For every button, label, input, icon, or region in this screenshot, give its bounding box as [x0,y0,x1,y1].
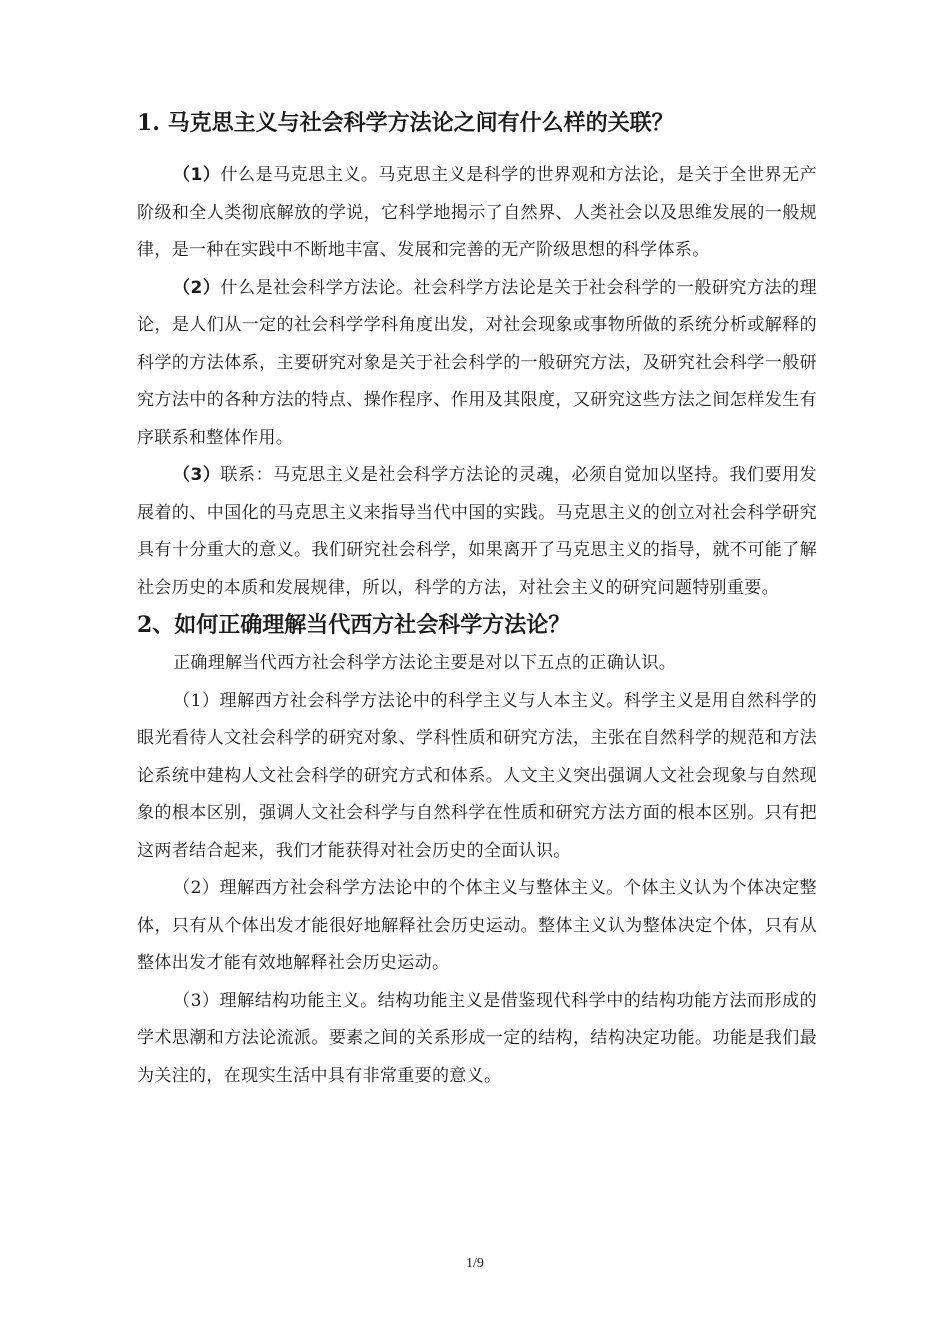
section-2-paragraph-1: （1）理解西方社会科学方法论中的科学主义与人本主义。科学主义是用自然科学的眼光看待人文社会科学的研究对象、学科性质和研究方法，主张在自然科学的规范和方法论系统中建构人文社会科学的研究方式和体系。人文主义突出强调人文社会现象与自然现象的根本区别，强调人文社会科学与自然科学在性质和研究方法方面的根本区别。只有把这两者结合起来，我们才能获得对社会历史的全面认识。 [137,690,817,861]
section-1-paragraph-3 [137,457,817,607]
paragraph-text: 什么是马克思主义。马克思主义是科学的世界观和方法论，是关于全世界无产阶级和全人类彻底解放的学说，它科学地揭示了自然界、人类社会以及思维发展的一般规律，是一种在实践中不断地丰富、发展和完善的无产阶级思想的科学体系。 [137,165,817,260]
paragraph-text: 联系：马克思主义是社会科学方法论的灵魂，必须自觉加以坚持。我们要用发展着的、中国化的马克思主义来指导当代中国的实践。马克思主义的创立对社会科学研究具有十分重大的意义。我们研究社会科学，如果离开了马克思主义的指导，就不可能了解社会历史的本质和发展规律，所以，科学的方法，对社会主义的研究问题特别重要。 [137,465,817,598]
section-2-heading: 2、如何正确理解当代西方社会科学方法论？ [137,612,571,638]
section-2-paragraph-3: （3）理解结构功能主义。结构功能主义是借鉴现代科学中的结构功能方法而形成的学术思潮和方法论流派。要素之间的关系形成一定的结构，结构决定功能。功能是我们最为关注的，在现实生活中具有非常重要的意义。 [137,990,817,1086]
paragraph-number: （1） [173,165,221,185]
page-number: 1/9 [466,1256,484,1271]
paragraph-number: （2） [173,277,221,298]
section-1-heading: 1. 马克思主义与社会科学方法论之间有什么样的关联？ [137,110,674,136]
document-body [137,103,817,1095]
section-2-intro: 正确理解当代西方社会科学方法论主要是对以下五点的正确认识。 [173,653,677,673]
paragraph-number: （3） [173,465,221,485]
paragraph-text: 什么是社会科学方法论。社会科学方法论是关于社会科学的一般研究方法的理论，是人们从一定的社会科学学科角度出发，对社会现象或事物所做的系统分析或解释的科学的方法体系，主要研究对象是关于社会科学的一般研究方法，及研究社会科学一般研究方法中的各种方法的特点、操作程序、作用及其限度，又研究这些方法之间怎样发生有序联系和整体作用。 [137,277,817,448]
section-2-paragraph-2: （2）理解西方社会科学方法论中的个体主义与整体主义。个体主义认为个体决定整体，只有从个体出发才能很好地解释社会历史运动。整体主义认为整体决定个体，只有从整体出发才能有效地解释社会历史运动。 [137,878,817,973]
section-1-paragraph-2 [137,270,817,458]
section-1-paragraph-1 [137,157,817,270]
